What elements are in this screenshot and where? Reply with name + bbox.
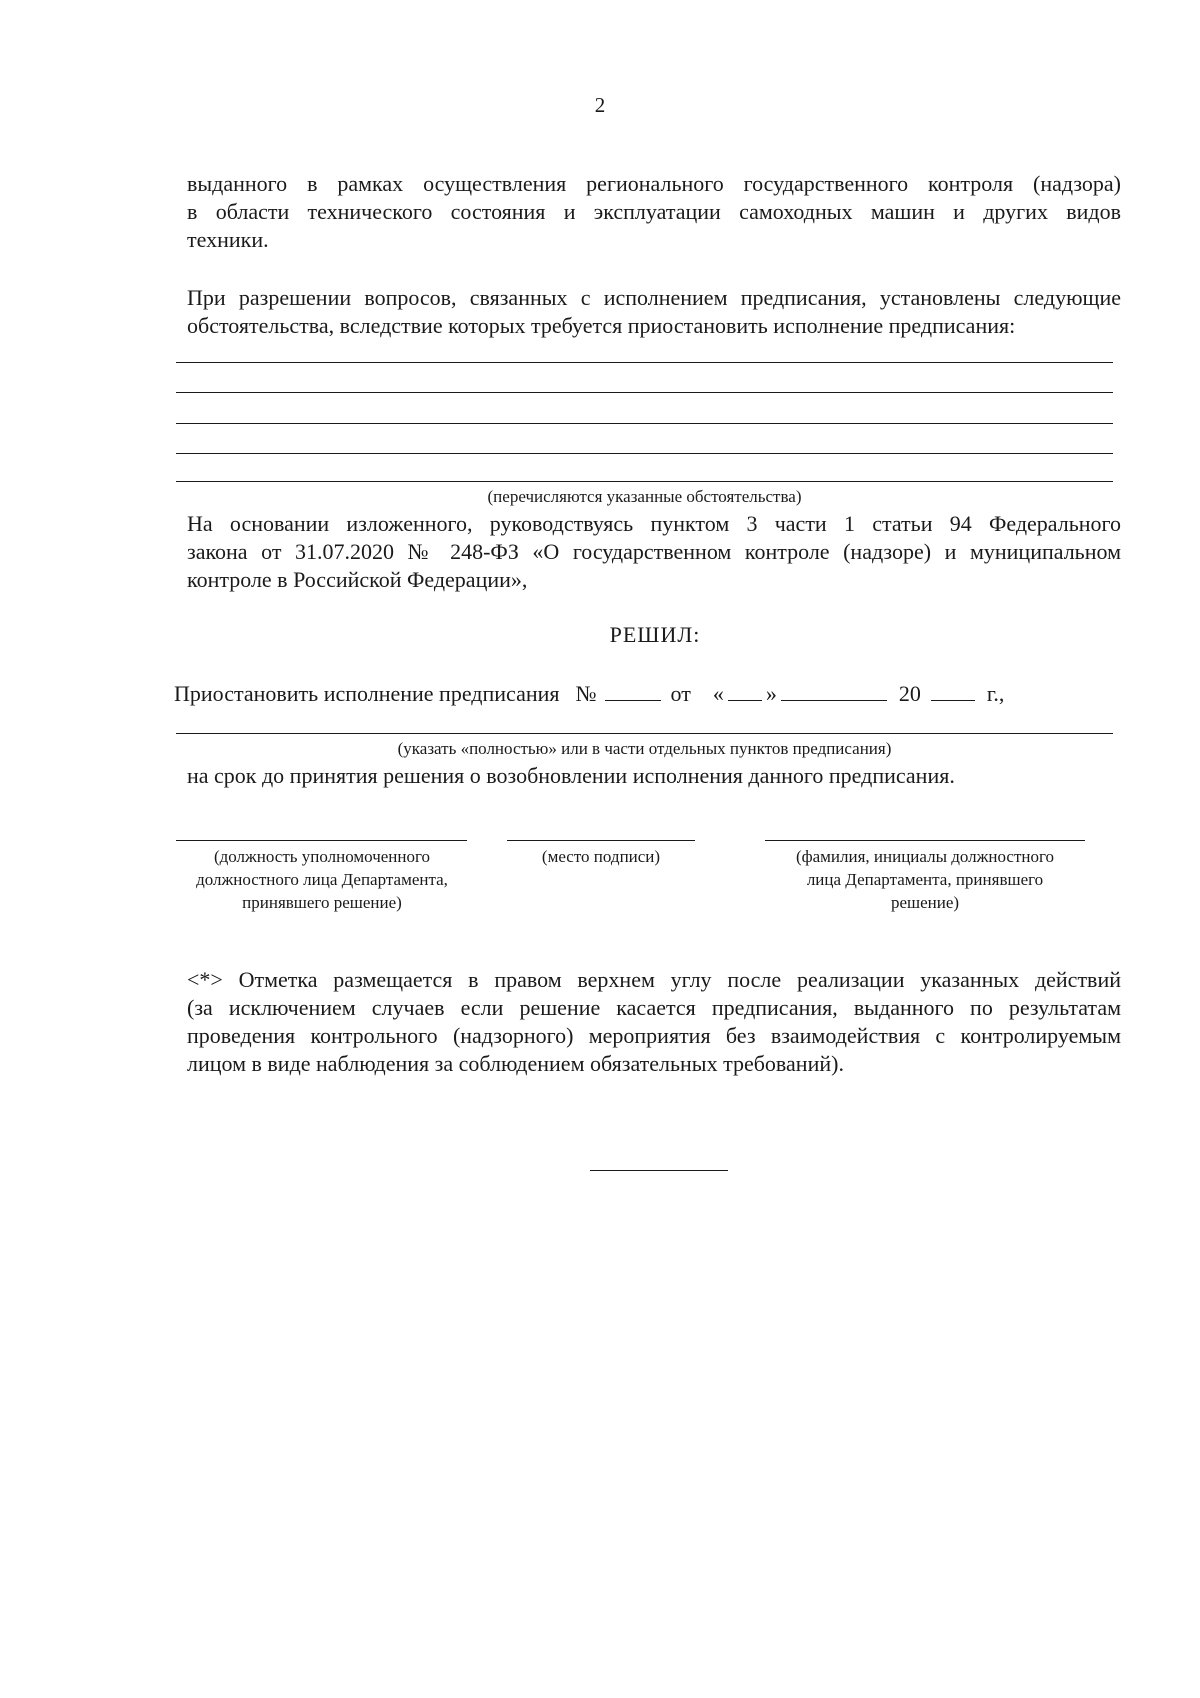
- circumstances-caption: (перечисляются указанные обстоятельства): [487, 487, 802, 506]
- position-line: [176, 840, 467, 841]
- intro-line-2: в области технического состояния и эксплуатации самоходных машин и других видов: [187, 199, 1121, 224]
- blank-line: [176, 481, 1113, 482]
- decision-heading: РЕШИЛ:: [609, 622, 701, 647]
- signature-line: [507, 840, 695, 841]
- circumstances-line-1: При разрешении вопросов, связанных с исполнением предписания, установлены следующие: [187, 285, 1121, 310]
- name-line: [765, 840, 1085, 841]
- circumstances-line-2: обстоятельства, вследствие которых требуется приостановить исполнение предписания:: [187, 313, 1016, 338]
- quote-close: »: [765, 681, 777, 706]
- year-blank: [931, 678, 975, 701]
- prescription-number-blank: [605, 678, 661, 701]
- day-blank: [728, 678, 762, 701]
- footnote-line-4: лицом в виде наблюдения за соблюдением обязательных требований).: [187, 1051, 844, 1076]
- position-caption: (должность уполномоченного должностного лица Департамента, принявшего решение): [196, 847, 448, 912]
- suspend-caption: (указать «полностью» или в части отдельных пунктов предписания): [397, 739, 892, 758]
- end-divider: [590, 1170, 728, 1171]
- signature-caption: (место подписи): [541, 847, 661, 866]
- year-prefix: 20: [898, 681, 921, 706]
- suspend-term: на срок до принятия решения о возобновлении исполнения данного предписания.: [187, 763, 955, 788]
- name-caption: (фамилия, инициалы должностного лица Департамента, принявшего решение): [795, 847, 1055, 912]
- blank-line: [176, 392, 1113, 393]
- month-blank: [781, 678, 887, 701]
- suspend-lead: Приостановить исполнение предписания: [174, 681, 560, 706]
- number-sign: №: [575, 681, 597, 706]
- suspend-row: [174, 678, 1094, 707]
- suspend-scope-line: [176, 733, 1113, 734]
- footnote-line-2: (за исключением случаев если решение касается предписания, выданного по результатам: [187, 995, 1121, 1020]
- intro-line-1: выданного в рамках осуществления регионального государственного контроля (надзора): [187, 171, 1121, 196]
- basis-line-3: контроле в Российской Федерации»,: [187, 567, 528, 592]
- footnote-line-1: <*> Отметка размещается в правом верхнем углу после реализации указанных действий: [187, 967, 1121, 992]
- intro-line-3: техники.: [187, 227, 269, 252]
- basis-line-1: На основании изложенного, руководствуясь пунктом 3 части 1 статьи 94 Федерального: [187, 511, 1121, 536]
- blank-line: [176, 362, 1113, 363]
- basis-line-2: закона от 31.07.2020 № 248-ФЗ «О государственном контроле (надзоре) и муниципальном: [187, 539, 1121, 564]
- footnote-line-3: проведения контрольного (надзорного) мероприятия без взаимодействия с контролируемым: [187, 1023, 1121, 1048]
- blank-line: [176, 423, 1113, 424]
- year-suffix: г.,: [986, 681, 1005, 706]
- page-number: 2: [594, 93, 606, 117]
- blank-line: [176, 453, 1113, 454]
- quote-open: «: [712, 681, 724, 706]
- from-label: от: [670, 681, 691, 706]
